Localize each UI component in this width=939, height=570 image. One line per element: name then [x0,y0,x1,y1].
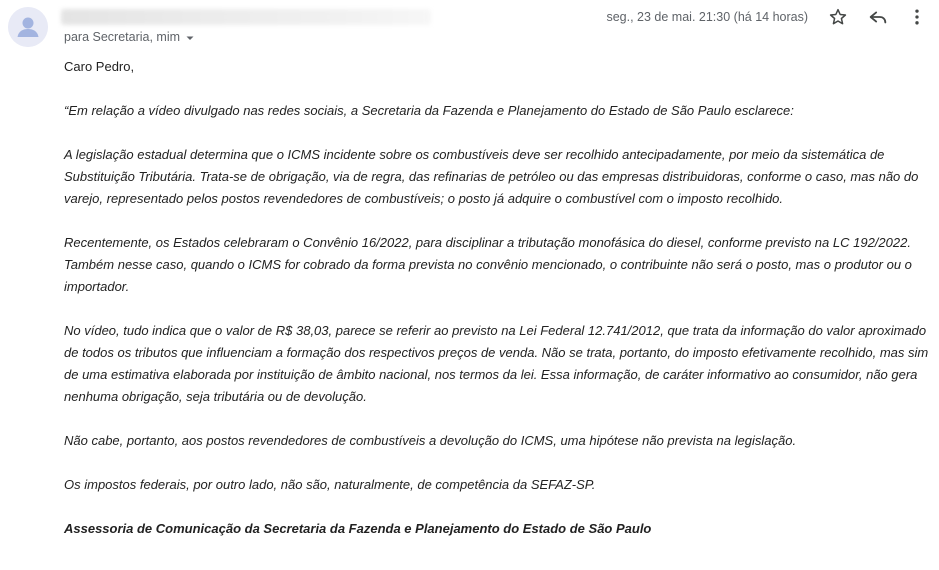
sender-name-redacted [61,9,431,25]
recipients-text: para Secretaria, mim [64,30,181,44]
more-options-button[interactable] [905,5,929,29]
paragraph-federal: Os impostos federais, por outro lado, não são, naturalmente, de competência da SEFAZ-SP. [64,477,596,492]
person-icon [8,7,48,47]
message-body [64,56,932,540]
paragraph-devolucao: Não cabe, portanto, aos postos revendedores de combustíveis a devolução do ICMS, uma hipótese não prevista na legislação. [64,433,797,448]
greeting: Caro Pedro, [64,59,135,74]
star-outline-icon [828,7,848,27]
paragraph-video: No vídeo, tudo indica que o valor de R$ 38,03, parece se referir ao previsto na Lei Federal 12.741/2012, que trata da informação do valor aproximado de todos os tributos que influenciam a formação dos respectivos preços de venda. Não se trata, portanto, do imposto efetivamente recolhido, mas sim de uma estimativa elaborada por instituição de âmbito nacional, nos termos da lei. Essa informação, de caráter informativo ao consumidor, não gera nenhuma obrigação, seja tributária ou de devolução. [64,323,929,404]
reply-button[interactable] [866,5,890,29]
signature: Assessoria de Comunicação da Secretaria da Fazenda e Planejamento do Estado de São Paulo [64,521,652,536]
message-date: seg., 23 de mai. 21:30 (há 14 horas) [606,10,808,24]
reply-icon [867,6,889,28]
paragraph-legislation: A legislação estadual determina que o ICMS incidente sobre os combustíveis deve ser recolhido antecipadamente, por meio da sistemática de Substituição Tributária. Trata-se de obrigação, via de regra, das refinarias de petróleo ou das empresas distribuidoras, conforme o caso, mas não do varejo, representado pelos postos revendedores de combustíveis; o posto já adquire o combustível com o imposto recolhido. [64,147,919,206]
sender-avatar[interactable] [8,7,48,47]
recipients-line[interactable] [64,28,196,46]
paragraph-intro: “Em relação a vídeo divulgado nas redes sociais, a Secretaria da Fazenda e Planejamento do Estado de São Paulo esclarece: [64,103,794,118]
more-vert-icon [907,7,927,27]
star-button[interactable] [826,5,850,29]
chevron-down-icon[interactable] [184,31,196,43]
paragraph-convenio: Recentemente, os Estados celebraram o Convênio 16/2022, para disciplinar a tributação monofásica do diesel, conforme previsto na LC 192/2022. Também nesse caso, quando o ICMS for cobrado da forma prevista no convênio mencionado, o contribuinte não será o posto, mas o produtor ou o importador. [64,235,912,294]
